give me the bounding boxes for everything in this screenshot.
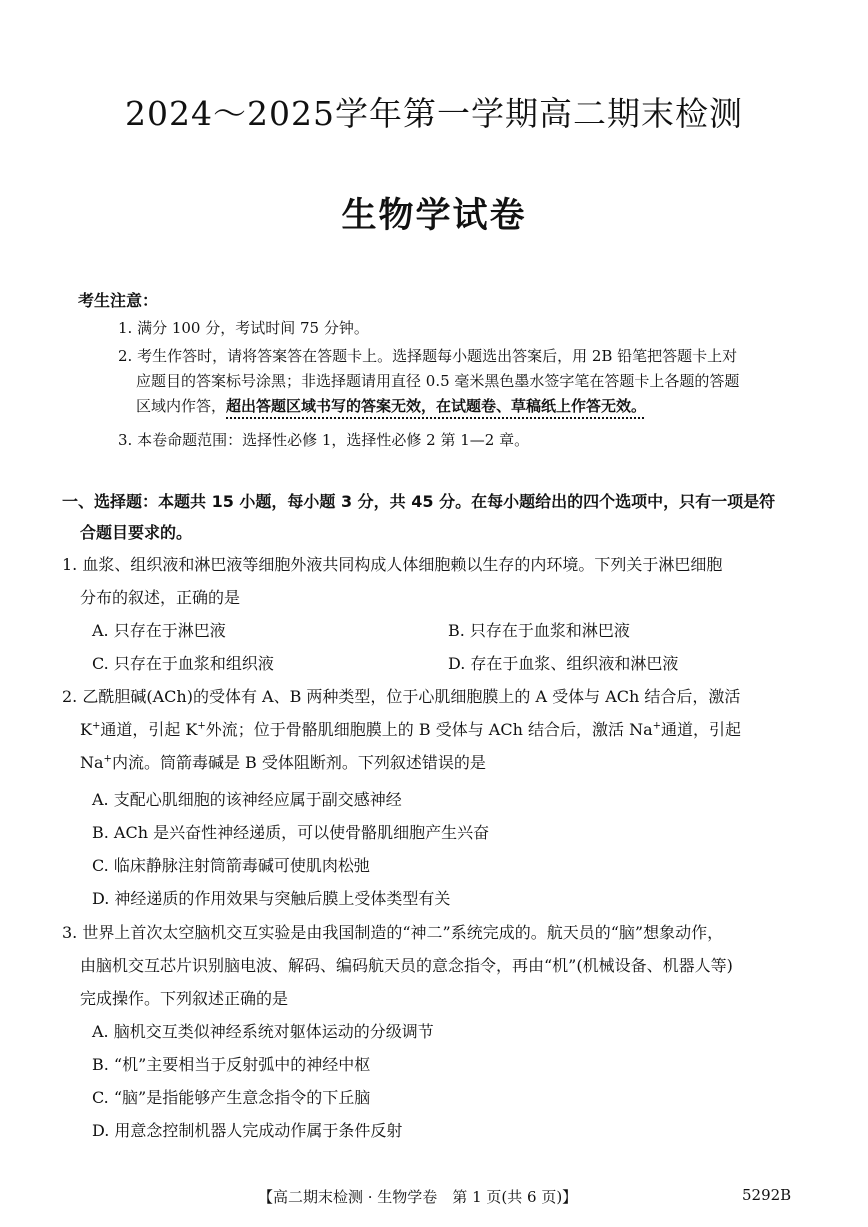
question-2-option-a: A. 支配心肌细胞的该神经应属于副交感神经 bbox=[92, 790, 402, 809]
question-2-option-b: B. ACh 是兴奋性神经递质，可以使骨骼肌细胞产生兴奋 bbox=[92, 823, 490, 842]
question-1-stem bbox=[62, 548, 802, 614]
superscript-plus: + bbox=[197, 720, 206, 732]
superscript-plus: + bbox=[652, 720, 662, 732]
question-1-option-a: A. 只存在于淋巴液 bbox=[92, 621, 226, 640]
notice-item-2 bbox=[118, 344, 808, 419]
question-3-stem bbox=[62, 916, 802, 1015]
section-heading-line-1: 一、选择题：本题共 15 小题，每小题 3 分，共 45 分。在每小题给出的四个选项中，只有一项是符 bbox=[62, 492, 776, 511]
notice-item-3: 3. 本卷命题范围：选择性必修 1，选择性必修 2 第 1—2 章。 bbox=[118, 431, 530, 449]
question-2-option-c: C. 临床静脉注射筒箭毒碱可使肌肉松弛 bbox=[92, 856, 370, 875]
question-1-option-b: B. 只存在于血浆和淋巴液 bbox=[448, 621, 630, 640]
question-3-option-d: D. 用意念控制机器人完成动作属于条件反射 bbox=[92, 1121, 403, 1140]
superscript-plus: + bbox=[103, 753, 112, 765]
section-heading bbox=[62, 486, 807, 548]
question-3-option-b: B. “机”主要相当于反射弧中的神经中枢 bbox=[92, 1055, 371, 1074]
question-2-line-3-b: 内流。筒箭毒碱是 B 受体阻断剂。下列叙述错误的是 bbox=[111, 753, 486, 772]
notice-item-2-line-3-plain: 区域内作答， bbox=[136, 397, 227, 415]
notice-item-2-line-1: 2. 考生作答时，请将答案答在答题卡上。选择题每小题选出答案后，用 2B 铅笔把答题卡上对 bbox=[118, 347, 738, 365]
exam-subtitle: 生物学试卷 bbox=[341, 196, 527, 236]
question-2-line-2 bbox=[62, 713, 802, 746]
question-3-option-c: C. “脑”是指能够产生意念指令的下丘脑 bbox=[92, 1088, 371, 1107]
question-2-line-2-d: 通道，引起 bbox=[661, 720, 742, 739]
question-1-option-c: C. 只存在于血浆和组织液 bbox=[92, 654, 274, 673]
footer-page-info: 【高二期末检测 · 生物学卷 第 1 页(共 6 页)】 bbox=[258, 1188, 578, 1206]
superscript-plus: + bbox=[91, 720, 101, 732]
exam-title: 2024～2025学年第一学期高二期末检测 bbox=[125, 94, 743, 133]
question-1-option-d: D. 存在于血浆、组织液和淋巴液 bbox=[448, 654, 679, 673]
notice-emphasis: 超出答题区域书写的答案无效，在试题卷、草稿纸上作答无效。 bbox=[226, 397, 647, 415]
question-2-option-d: D. 神经递质的作用效果与突触后膜上受体类型有关 bbox=[92, 889, 451, 908]
question-2-line-3 bbox=[62, 746, 802, 779]
question-1-line-1: 1. 血浆、组织液和淋巴液等细胞外液共同构成人体细胞赖以生存的内环境。下列关于淋巴细胞 bbox=[62, 555, 723, 574]
question-3-line-1: 3. 世界上首次太空脑机交互实验是由我国制造的“神二”系统完成的。航天员的“脑”想象动作， bbox=[62, 923, 724, 942]
ion-k: K bbox=[80, 720, 92, 739]
notice-item-1: 1. 满分 100 分，考试时间 75 分钟。 bbox=[118, 319, 369, 337]
question-3-option-a: A. 脑机交互类似神经系统对躯体运动的分级调节 bbox=[92, 1022, 434, 1041]
section-heading-line-2: 合题目要求的。 bbox=[80, 523, 193, 542]
question-2-line-1: 2. 乙酰胆碱(ACh)的受体有 A、B 两种类型，位于心肌细胞膜上的 A 受体与 ACh 结合后，激活 bbox=[62, 687, 741, 706]
question-1-line-2: 分布的叙述，正确的是 bbox=[80, 588, 241, 607]
question-2-line-2-b: 通道，引起 K bbox=[100, 720, 198, 739]
footer-exam-code: 5292B bbox=[742, 1186, 792, 1204]
notice-heading: 考生注意： bbox=[78, 291, 159, 310]
question-2-line-2-c: 外流；位于骨骼肌细胞膜上的 B 受体与 ACh 结合后，激活 Na bbox=[205, 720, 653, 739]
ion-na: Na bbox=[80, 753, 104, 772]
question-3-line-3: 完成操作。下列叙述正确的是 bbox=[80, 989, 289, 1008]
notice-item-2-line-3 bbox=[118, 394, 808, 419]
notice-item-2-line-2: 应题目的答案标号涂黑；非选择题请用直径 0.5 毫米黑色墨水签字笔在答题卡上各题的答题 bbox=[136, 372, 740, 390]
question-3-line-2: 由脑机交互芯片识别脑电波、解码、编码航天员的意念指令，再由“机”(机械设备、机器人等) bbox=[80, 956, 733, 975]
question-2-stem bbox=[62, 680, 802, 779]
